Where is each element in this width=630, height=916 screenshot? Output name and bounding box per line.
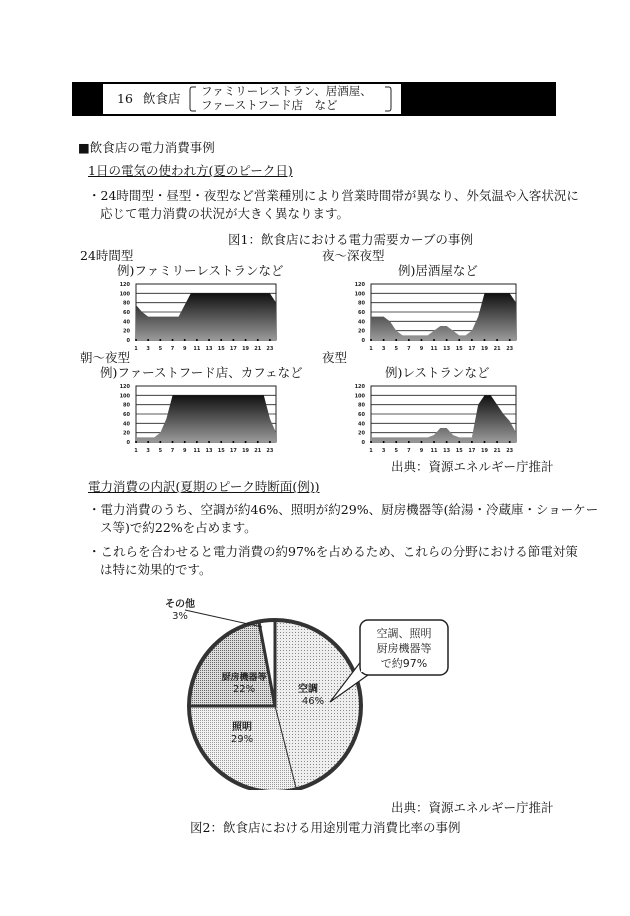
- chart4-title: 例)レストランなど: [385, 365, 490, 380]
- x-tick: [208, 441, 210, 443]
- x-tick: [509, 339, 511, 341]
- x-tick-label: 21: [493, 448, 501, 454]
- header-title: 飲食店: [143, 91, 181, 106]
- x-tick: [496, 339, 498, 341]
- y-tick-label: 80: [358, 402, 365, 409]
- x-tick: [383, 339, 385, 341]
- y-tick-label: 40: [358, 421, 365, 428]
- x-tick-label: 1: [134, 448, 138, 454]
- y-tick-label: 20: [358, 328, 365, 335]
- x-tick-label: 5: [394, 448, 398, 454]
- x-tick: [245, 441, 247, 443]
- y-tick-label: 80: [123, 402, 130, 409]
- y-tick-label: 40: [123, 319, 130, 326]
- x-tick: [135, 441, 137, 443]
- x-tick: [395, 339, 397, 341]
- x-tick-label: 3: [146, 448, 150, 454]
- y-tick-label: 20: [123, 328, 130, 335]
- chart-24h: [110, 280, 280, 354]
- y-tick-label: 60: [358, 310, 365, 316]
- x-tick-label: 5: [158, 346, 163, 352]
- y-tick-label: 0: [126, 440, 130, 446]
- x-tick-label: 23: [266, 346, 274, 352]
- y-tick-label: 100: [119, 291, 130, 298]
- x-tick: [421, 441, 423, 443]
- y-tick-label: 120: [119, 384, 130, 390]
- pie-label-other: その他: [165, 599, 195, 610]
- header-sub2: ファーストフード店 など: [201, 98, 338, 112]
- x-tick-label: 11: [193, 448, 201, 454]
- pie-label-kitchen: 厨房機器等: [221, 673, 267, 683]
- x-tick-label: 17: [229, 448, 237, 454]
- subheading-breakdown: 電力消費の内訳(夏期のピーク時断面(例)): [88, 479, 320, 494]
- x-tick-label: 21: [493, 346, 501, 352]
- x-tick-label: 7: [407, 448, 411, 454]
- callout-tail-mask: [361, 660, 375, 672]
- x-tick: [147, 339, 149, 341]
- subheading-daily: 1日の電気の使われ方(夏のピーク日): [88, 163, 293, 178]
- x-tick-label: 9: [419, 346, 424, 352]
- x-tick: [196, 339, 198, 341]
- x-tick-label: 9: [419, 448, 424, 454]
- x-tick-label: 15: [217, 448, 225, 454]
- y-tick-label: 100: [119, 393, 130, 400]
- x-tick: [257, 339, 259, 341]
- chart3-type: 朝〜夜型: [80, 350, 131, 365]
- x-tick-label: 19: [480, 346, 488, 352]
- pie-value-light: 29%: [230, 734, 254, 745]
- x-tick: [269, 441, 271, 443]
- x-tick: [421, 339, 423, 341]
- x-tick-label: 7: [170, 448, 175, 454]
- x-tick: [257, 441, 259, 443]
- x-tick-label: 21: [254, 346, 262, 352]
- x-tick: [458, 441, 460, 443]
- pie-label-light: 照明: [232, 722, 252, 733]
- section-title: ■飲食店の電力消費事例: [78, 140, 215, 155]
- y-tick-label: 40: [358, 319, 365, 326]
- pie-label-ac: 空調: [298, 684, 318, 695]
- x-tick-label: 3: [381, 448, 386, 454]
- chart2-title: 例)居酒屋など: [398, 263, 478, 278]
- x-tick: [471, 441, 473, 443]
- x-tick-label: 21: [254, 448, 262, 454]
- x-tick: [220, 339, 222, 341]
- x-tick: [446, 441, 448, 443]
- x-tick-label: 1: [369, 346, 373, 352]
- x-tick-label: 11: [193, 346, 201, 352]
- x-tick: [208, 339, 210, 341]
- x-tick: [172, 339, 174, 341]
- x-tick-label: 17: [229, 346, 237, 352]
- para1-line1: ・24時間型・昼型・夜型など営業種別により営業時間帯が異なり、外気温や入客状況に: [88, 188, 579, 203]
- chart-morning-night: [110, 382, 280, 456]
- header-number: 16: [117, 91, 133, 106]
- x-tick-label: 13: [205, 448, 213, 454]
- x-tick-label: 11: [430, 346, 438, 352]
- chart1-type: 24時間型: [80, 248, 134, 263]
- callout-line3: で約97%: [380, 657, 428, 670]
- fig1-source: 出典：資源エネルギー庁推計: [391, 459, 554, 474]
- y-tick-label: 100: [354, 291, 365, 298]
- x-tick: [484, 339, 486, 341]
- x-tick: [160, 441, 162, 443]
- x-tick: [458, 339, 460, 341]
- x-tick-label: 1: [134, 346, 138, 352]
- x-tick: [370, 339, 372, 341]
- pie-chart: [160, 590, 460, 790]
- y-tick-label: 60: [358, 412, 365, 418]
- callout-line1: 空調、照明: [376, 627, 432, 640]
- chart4-type: 夜型: [322, 350, 348, 365]
- x-tick: [408, 441, 410, 443]
- fig1-caption: 図1：飲食店における電力需要カーブの事例: [228, 232, 473, 247]
- y-tick-label: 0: [361, 338, 365, 344]
- x-tick-label: 17: [468, 346, 476, 352]
- x-tick-label: 3: [381, 346, 386, 352]
- other-leader-line: [185, 610, 262, 627]
- x-tick: [484, 441, 486, 443]
- y-tick-label: 0: [126, 338, 130, 344]
- y-tick-label: 20: [358, 430, 365, 437]
- header-box: [103, 84, 401, 114]
- y-tick-label: 60: [123, 412, 130, 418]
- y-tick-label: 60: [123, 310, 130, 316]
- y-tick-label: 120: [354, 282, 365, 288]
- x-tick-label: 17: [468, 448, 476, 454]
- para1-line2: 応じて電力消費の状況が大きく異なります。: [100, 206, 350, 221]
- y-tick-label: 80: [358, 300, 365, 307]
- chart-night-late: [345, 280, 520, 354]
- x-tick-label: 5: [394, 346, 398, 352]
- x-tick: [172, 441, 174, 443]
- x-tick: [383, 441, 385, 443]
- x-tick: [135, 339, 137, 341]
- para2-line2: ス等)で約22%を占めます。: [100, 520, 257, 535]
- x-tick-label: 9: [182, 346, 187, 352]
- fig2-source: 出典：資源エネルギー庁推計: [391, 800, 554, 815]
- x-tick: [395, 441, 397, 443]
- x-tick: [220, 441, 222, 443]
- chart-night: [345, 382, 520, 456]
- x-tick-label: 23: [266, 448, 274, 454]
- x-tick-label: 19: [242, 448, 250, 454]
- x-tick-label: 7: [407, 346, 411, 352]
- x-tick: [160, 339, 162, 341]
- para3-line2: は特に効果的です。: [100, 562, 212, 577]
- x-tick-label: 15: [455, 448, 463, 454]
- x-tick: [370, 441, 372, 443]
- x-tick: [509, 441, 511, 443]
- x-tick-label: 3: [146, 346, 150, 352]
- x-tick: [233, 441, 235, 443]
- y-tick-label: 120: [354, 384, 365, 390]
- y-tick-label: 0: [361, 440, 365, 446]
- x-tick-label: 13: [205, 346, 213, 352]
- chart2-type: 夜〜深夜型: [322, 248, 385, 263]
- y-tick-label: 40: [123, 421, 130, 428]
- y-tick-label: 100: [354, 393, 365, 400]
- chart1-title: 例)ファミリーレストランなど: [117, 263, 284, 278]
- x-tick-label: 15: [217, 346, 225, 352]
- para2-line1: ・電力消費のうち、空調が約46%、照明が約29%、厨房機器等(給湯・冷蔵庫・ショーケー: [88, 502, 599, 517]
- x-tick-label: 19: [480, 448, 488, 454]
- x-tick: [269, 339, 271, 341]
- x-tick-label: 11: [430, 448, 438, 454]
- x-tick: [196, 441, 198, 443]
- x-tick: [184, 441, 186, 443]
- x-tick-label: 23: [506, 346, 514, 352]
- x-tick: [446, 339, 448, 341]
- x-tick: [233, 339, 235, 341]
- x-tick: [245, 339, 247, 341]
- pie-value-other: 3%: [172, 611, 188, 622]
- x-tick: [471, 339, 473, 341]
- x-tick: [433, 339, 435, 341]
- bracket-right: [384, 86, 392, 112]
- para3-line1: ・これらを合わせると電力消費の約97%を占めるため、これらの分野における節電対策: [88, 544, 578, 559]
- x-tick: [408, 339, 410, 341]
- header-sub1: ファミリーレストラン、居酒屋、: [201, 84, 372, 98]
- y-tick-label: 120: [119, 282, 130, 288]
- pie-value-ac: 46%: [301, 696, 325, 707]
- pie-value-kitchen: 22%: [232, 684, 256, 695]
- x-tick-label: 23: [506, 448, 514, 454]
- x-tick-label: 15: [455, 346, 463, 352]
- x-tick-label: 9: [182, 448, 187, 454]
- y-tick-label: 80: [123, 300, 130, 307]
- bracket-left: [189, 86, 197, 112]
- y-tick-label: 20: [123, 430, 130, 437]
- x-tick-label: 5: [158, 448, 163, 454]
- x-tick: [184, 339, 186, 341]
- callout-line2: 厨房機器等: [376, 642, 432, 655]
- x-tick-label: 1: [369, 448, 373, 454]
- fig2-caption: 図2：飲食店における用途別電力消費比率の事例: [190, 820, 461, 835]
- x-tick-label: 19: [242, 346, 250, 352]
- x-tick: [496, 441, 498, 443]
- x-tick-label: 13: [443, 346, 451, 352]
- x-tick: [147, 441, 149, 443]
- x-tick: [433, 441, 435, 443]
- x-tick-label: 13: [443, 448, 451, 454]
- chart3-title: 例)ファーストフード店、カフェなど: [100, 365, 303, 380]
- x-tick-label: 7: [170, 346, 175, 352]
